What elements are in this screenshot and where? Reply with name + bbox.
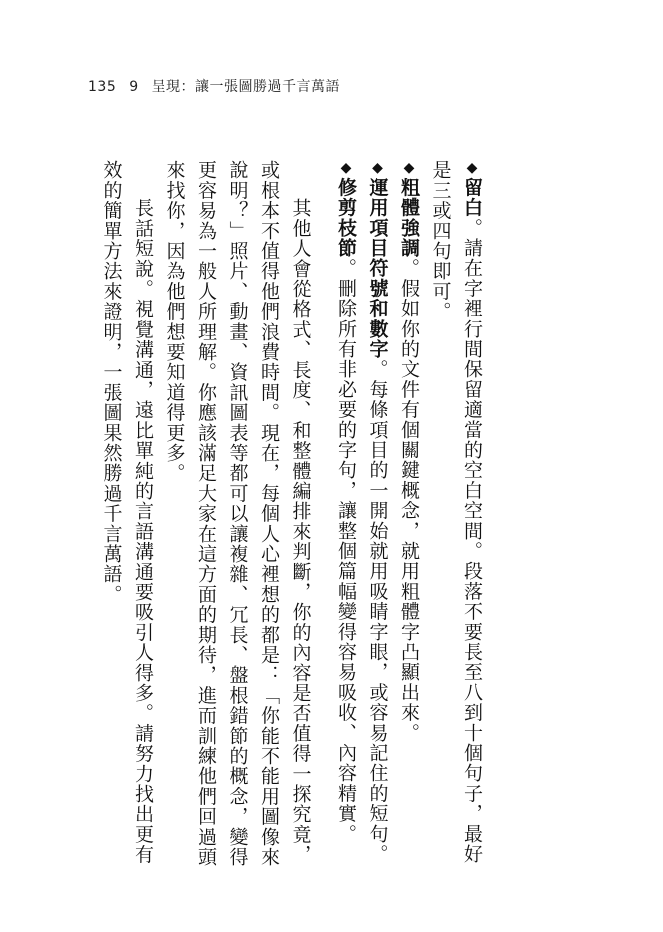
chapter-number: 9	[129, 79, 139, 95]
vertical-text-body	[100, 160, 487, 880]
chapter-title: 呈現：讓一張圖勝過千言萬語	[151, 79, 341, 95]
bullet-text: 。每條項目的一開始就用吸睛字眼，或容易記住的短句。	[366, 359, 389, 865]
bullet-term: 留白	[461, 177, 483, 218]
bullet-text: 。刪除所有非必要的字句，讓整個篇幅變得容易吸收、內容精實。	[335, 258, 357, 844]
diamond-bullet-icon: ◆	[464, 160, 480, 178]
bullet-item	[393, 160, 425, 880]
diamond-bullet-icon: ◆	[338, 160, 354, 178]
page-number: 135	[88, 79, 117, 95]
bullet-term: 修剪枝節	[335, 177, 357, 259]
diamond-bullet-icon: ◆	[369, 160, 386, 178]
bullet-term: 運用項目符號和數字	[366, 177, 389, 360]
body-paragraph: 長話短說。視覺溝通，遠比單純的言語溝通要吸引人得多。請努力找出更有效的簡單方法來證明，一張圖果然勝過千言萬語。	[100, 160, 154, 865]
running-head	[88, 76, 348, 96]
body-paragraph: 其他人會從格式、長度、和整體編排來判斷，你的內容是否值得一探究竟，或根本不值得他們浪費時間。現在，每個人心裡想的都是：「你能不能用圖像來說明？」照片、動畫、資訊圖表等都可以讓複雜、冗長、盤根錯節的概念，變得更容易為一般人所理解。你應該滿足大家在這方面的期待，進而訓練他們回過頭來找你，因為他們想要知道得更多。	[163, 160, 312, 867]
diamond-bullet-icon: ◆	[401, 160, 417, 178]
bullet-item	[361, 160, 393, 880]
bullet-text: 。請在字裡行間保留適當的空白空間。段落不要長至八到十個句子，最好是三或四句即可。	[429, 160, 483, 865]
bullet-text: 。假如你的文件有個關鍵概念，就用粗體字凸顯出來。	[398, 258, 420, 743]
bullet-item	[424, 160, 487, 880]
bullet-item	[330, 160, 362, 880]
bullet-term: 粗體強調	[398, 177, 420, 259]
